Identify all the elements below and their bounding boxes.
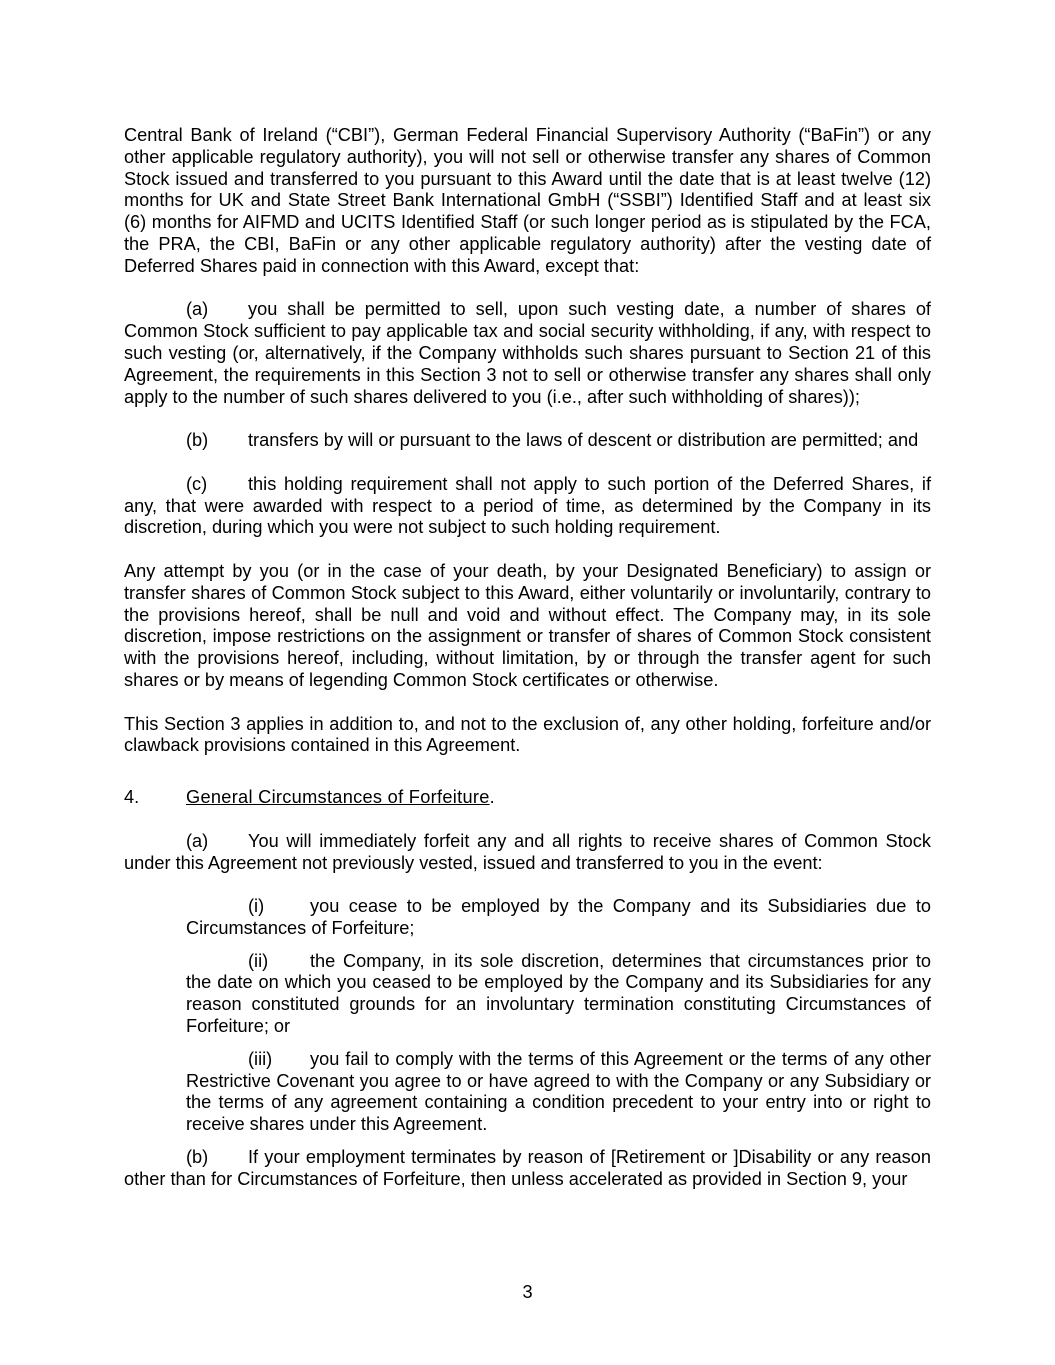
item-text: this holding requirement shall not apply to such portion of the Deferred Shares, if any, that were awarded with respect to a period of time, as determined by the Company in its discretion, during which you were not subject to such holding requirement. [124, 473, 931, 538]
subitem-i [186, 896, 931, 940]
section-title: General Circumstances of Forfeiture [186, 787, 490, 808]
intro-paragraph: Central Bank of Ireland (“CBI”), German Federal Financial Supervisory Authority (“BaFin”) or any other applicable regulatory authority), you will not sell or otherwise transfer any shares of Common Stock issued and transferred to you pursuant to this Award until the date that is at least twelve (12) months for UK and State Street Bank International GmbH (“SSBI”) Identified Staff and at least six (6) months for AIFMD and UCITS Identified Staff (or such longer period as is stipulated by the FCA, the PRA, the CBI, BaFin or any other applicable regulatory authority) after the vesting date of Deferred Shares paid in connection with this Award, except that: [124, 125, 931, 276]
section3-paragraph: This Section 3 applies in addition to, and not to the exclusion of, any other holding, forfeiture and/or clawback provisions contained in this Agreement. [124, 713, 931, 756]
document-body [124, 125, 931, 1191]
section-title-suffix: . [489, 787, 495, 808]
section4-para-b [124, 1147, 931, 1191]
item-b [124, 430, 931, 452]
section4-para-a [124, 831, 931, 875]
page-number: 3 [522, 1282, 533, 1302]
item-a [124, 299, 931, 408]
subitem-label: (i) [248, 896, 265, 917]
item-label: (a) [186, 299, 209, 320]
subitem-label: (iii) [248, 1048, 273, 1069]
section-number: 4. [124, 787, 140, 808]
item-label: (b) [186, 430, 209, 451]
item-label: (b) [186, 1147, 209, 1168]
subitem-text: you cease to be employed by the Company and its Subsidiaries due to Circumstances of Forfeiture; [186, 896, 931, 938]
subitem-ii [186, 951, 931, 1038]
item-label: (a) [186, 830, 209, 851]
subitem-iii [186, 1049, 931, 1136]
subitem-label: (ii) [248, 950, 269, 971]
item-label: (c) [186, 473, 208, 494]
item-text: If your employment terminates by reason of [Retirement or ]Disability or any reason other than for Circumstances of Forfeiture, then unless accelerated as provided in Section 9, your [124, 1147, 931, 1189]
section4-heading [124, 787, 931, 809]
item-c [124, 474, 931, 539]
item-text: you shall be permitted to sell, upon such vesting date, a number of shares of Common Stock sufficient to pay applicable tax and social security withholding, if any, with respect to such vesting (or, alternatively, if the Company withholds such shares pursuant to Section 21 of this Agreement, the requirements in this Section 3 not to sell or otherwise transfer any shares shall only apply to the number of such shares delivered to you (i.e., after such withholding of shares)); [124, 299, 931, 407]
item-text: You will immediately forfeit any and all rights to receive shares of Common Stock under this Agreement not previously vested, issued and transferred to you in the event: [124, 830, 931, 873]
subitem-text: the Company, in its sole discretion, determines that circumstances prior to the date on which you ceased to be employed by the Company and its Subsidiaries for any reason constituted grounds for an involuntary termination constituting Circumstances of Forfeiture; or [186, 950, 931, 1037]
subitem-text: you fail to comply with the terms of this Agreement or the terms of any other Restrictive Covenant you agree to or have agreed to with the Company or any Subsidiary or the terms of any agreement containing a condition precedent to your entry into or right to receive shares under this Agreement. [186, 1048, 931, 1135]
item-text: transfers by will or pursuant to the laws of descent or distribution are permitted; and [248, 430, 919, 451]
assignment-paragraph: Any attempt by you (or in the case of your death, by your Designated Beneficiary) to assign or transfer shares of Common Stock subject to this Award, either voluntarily or involuntarily, contrary to the provisions hereof, shall be null and void and without effect. The Company may, in its sole discretion, impose restrictions on the assignment or transfer of shares of Common Stock consistent with the provisions hereof, including, without limitation, by or through the transfer agent for such shares or by means of legending Common Stock certificates or otherwise. [124, 560, 931, 690]
